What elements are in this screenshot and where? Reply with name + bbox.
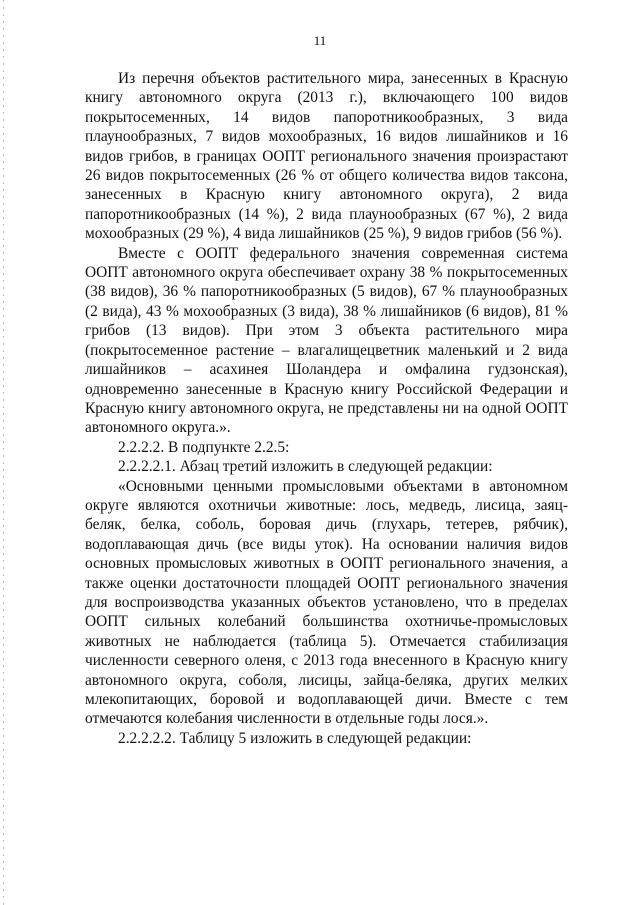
document-body: [85, 69, 568, 748]
page-number: 11: [313, 33, 327, 48]
paragraph-red-book-flora: Из перечня объектов растительного мира, занесенных в Красную книгу автономного округа (2013 г.), включающего 100 видов покрытосеменных, 14 видов папоротникообразных, 3 вида плаунообразных, 7 видов мохообразных, 16 видов лишайников и 16 видов грибов, в границах ООПТ регионального значения произрастают 26 видов покрытосеменных (26 % от общего количества видов таксона, занесенных в Красную книгу автономного округа), 2 вида папоротникообразных (14 %), 2 вида плаунообразных (67 %), 2 вида мохообразных (29 %), 4 вида лишайников (25 %), 9 видов грибов (56 %).: [85, 70, 568, 243]
paragraph-table-5: 2.2.2.2.2. Таблицу 5 изложить в следующей редакции:: [118, 729, 472, 747]
scan-edge-line: [3, 0, 4, 905]
paragraph-oopt-protection: Вместе с ООПТ федерального значения современная система ООПТ автономного округа обеспечивает охрану 38 % покрытосеменных (38 видов), 36 % папоротникообразных (5 видов), 67 % плаунообразных (2 вида), 43 % мохообразных (3 вида), 38 % лишайников (6 видов), 81 % грибов (13 видов). При этом 3 объекта растительного мира (покрытосеменное растение – влагалищецветник маленький и 2 вида лишайников – асахинея Шоландера и омфалина гудзонская), одновременно занесенные в Красную книгу Российской Федерации и Красную книгу автономного округа, не представлены ни на одной ООПТ автономного округа.».: [85, 244, 568, 437]
paragraph-abzac-third: 2.2.2.2.1. Абзац третий изложить в следующей редакции:: [118, 458, 493, 476]
paragraph-subitem-2-2-5: 2.2.2.2. В подпункте 2.2.5:: [118, 438, 290, 456]
paragraph-game-animals: «Основными ценными промысловыми объектами в автономном округе являются охотничьи животные: лось, медведь, лисица, заяц-беляк, белка, соболь, боровая дичь (глухарь, тетерев, рябчик), водоплавающая дичь (все виды уток). На основании наличия видов основных промысловых животных в ООПТ регионального значения, а также оценки достаточности площадей ООПТ регионального значения для воспроизводства указанных объектов установлено, что в пределах ООПТ сильных колебаний большинства охотничье-промысловых животных не наблюдается (таблица 5). Отмечается стабилизация численности северного оленя, с 2013 года внесенного в Красную книгу автономного округа, соболя, лисицы, зайца-беляка, других мелких млекопитающих, боровой и водоплавающей дичи. Вместе с тем отмечаются колебания численности в отдельные годы лося.».: [85, 477, 568, 728]
